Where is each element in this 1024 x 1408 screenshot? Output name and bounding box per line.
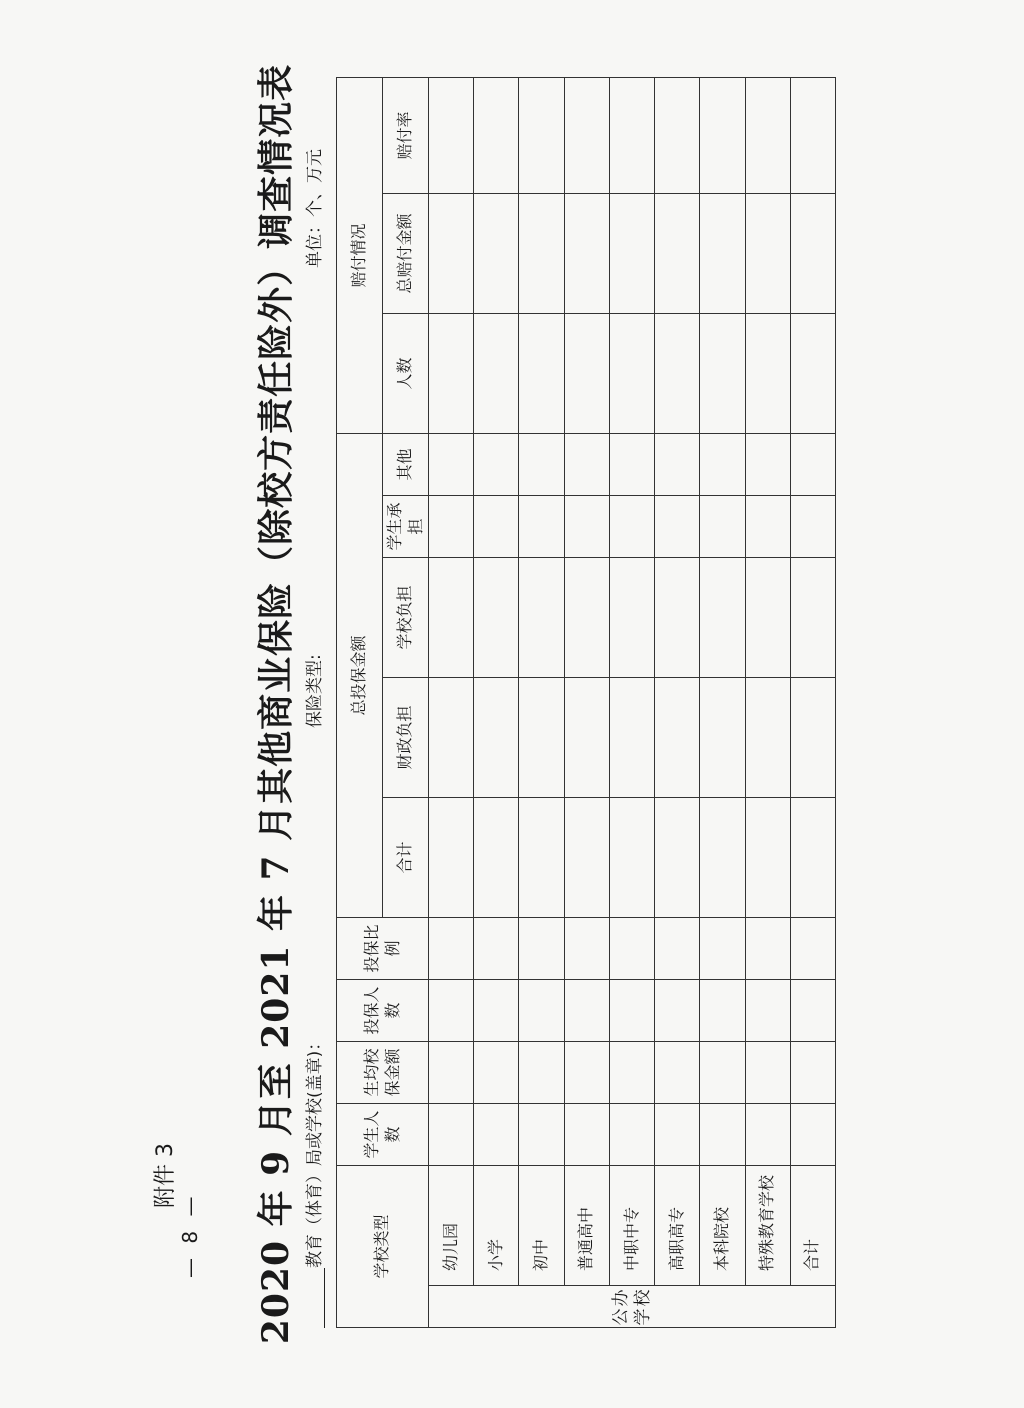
table-cell xyxy=(790,77,835,193)
table-row xyxy=(564,77,609,1327)
table-cell xyxy=(429,797,474,917)
header-claims-amount: 总赔付金额 xyxy=(383,193,429,313)
table-cell xyxy=(474,677,519,797)
survey-table xyxy=(336,77,836,1328)
table-cell xyxy=(700,557,745,677)
table-cell xyxy=(519,433,564,495)
table-cell xyxy=(700,677,745,797)
row-label: 本科院校 xyxy=(700,1165,745,1285)
table-cell xyxy=(519,193,564,313)
table-cell xyxy=(745,495,790,557)
table-cell xyxy=(700,193,745,313)
table-cell xyxy=(564,797,609,917)
table-cell xyxy=(700,495,745,557)
submitter-label: 教育（体育）局或学校(盖章)： xyxy=(305,1033,325,1268)
table-cell xyxy=(790,677,835,797)
header-claims-people: 人数 xyxy=(383,313,429,433)
table-cell xyxy=(429,917,474,979)
table-cell xyxy=(564,193,609,313)
header-fiscal: 财政负担 xyxy=(383,677,429,797)
table-cell xyxy=(429,979,474,1041)
document-title: 2020 年 9 月至 2021 年 7 月其他商业保险（除校方责任险外）调查情况表 xyxy=(255,63,297,1345)
table-cell xyxy=(745,433,790,495)
table-cell xyxy=(655,1103,700,1165)
table-row xyxy=(790,77,835,1327)
table-cell xyxy=(519,1041,564,1103)
table-cell xyxy=(519,917,564,979)
table-cell xyxy=(790,797,835,917)
table-cell xyxy=(609,193,654,313)
table-cell xyxy=(700,797,745,917)
table-cell xyxy=(564,433,609,495)
header-other: 其他 xyxy=(383,433,429,495)
header-claims-rate: 赔付率 xyxy=(383,77,429,193)
table-cell xyxy=(474,557,519,677)
submitter-blank-line xyxy=(306,1268,325,1328)
table-cell xyxy=(519,979,564,1041)
table-cell xyxy=(429,313,474,433)
table-cell xyxy=(474,1103,519,1165)
header-insured-ratio: 投保比例 xyxy=(337,917,429,979)
table-cell xyxy=(700,433,745,495)
table-cell xyxy=(474,495,519,557)
row-label: 特殊教育学校 xyxy=(745,1165,790,1285)
table-cell xyxy=(700,1041,745,1103)
table-cell xyxy=(429,1041,474,1103)
table-cell xyxy=(474,313,519,433)
table-cell xyxy=(745,557,790,677)
table-cell xyxy=(655,433,700,495)
table-cell xyxy=(745,193,790,313)
table-cell xyxy=(519,77,564,193)
table-cell xyxy=(609,495,654,557)
unit-label: 单位：个、万元 xyxy=(305,149,325,268)
table-cell xyxy=(790,917,835,979)
table-cell xyxy=(745,677,790,797)
header-school-pay: 学校负担 xyxy=(383,557,429,677)
table-row xyxy=(655,77,700,1327)
table-cell xyxy=(564,677,609,797)
header-insured-count: 投保人数 xyxy=(337,979,429,1041)
attachment-label: 附件 3 xyxy=(153,1143,178,1208)
row-label: 幼儿园 xyxy=(429,1165,474,1285)
table-cell xyxy=(474,1041,519,1103)
table-cell xyxy=(790,313,835,433)
table-cell xyxy=(429,193,474,313)
table-cell xyxy=(745,1103,790,1165)
table-cell xyxy=(609,1041,654,1103)
table-cell xyxy=(609,313,654,433)
table-cell xyxy=(655,77,700,193)
table-cell xyxy=(429,677,474,797)
table-cell xyxy=(519,495,564,557)
table-cell xyxy=(609,77,654,193)
table-cell xyxy=(609,917,654,979)
table-cell xyxy=(474,797,519,917)
table-cell xyxy=(474,77,519,193)
row-label: 高职高专 xyxy=(655,1165,700,1285)
table-cell xyxy=(429,433,474,495)
table-cell xyxy=(790,495,835,557)
table-cell xyxy=(745,917,790,979)
group-label-public-schools: 公办学校 xyxy=(429,1286,836,1328)
table-cell xyxy=(790,1103,835,1165)
table-row xyxy=(429,77,474,1327)
table-cell xyxy=(474,917,519,979)
table-cell xyxy=(519,677,564,797)
table-cell xyxy=(745,77,790,193)
table-cell xyxy=(655,1041,700,1103)
table-cell xyxy=(655,797,700,917)
header-avg-amount: 生均校保金额 xyxy=(337,1041,429,1103)
table-cell xyxy=(519,797,564,917)
table-cell xyxy=(519,557,564,677)
row-label: 合计 xyxy=(790,1165,835,1285)
table-body xyxy=(429,77,836,1327)
table-cell xyxy=(655,677,700,797)
table-cell xyxy=(429,1103,474,1165)
table-cell xyxy=(609,979,654,1041)
table-cell xyxy=(609,677,654,797)
table-cell xyxy=(745,1041,790,1103)
table-cell xyxy=(564,313,609,433)
table-cell xyxy=(564,979,609,1041)
insurance-type-label: 保险类型: xyxy=(305,654,325,728)
table-cell xyxy=(564,557,609,677)
header-student-pay: 学生承担 xyxy=(383,495,429,557)
row-label: 初中 xyxy=(519,1165,564,1285)
page-number: — 8 — xyxy=(178,1192,202,1278)
header-total-group: 总投保金额 xyxy=(337,433,383,917)
table-cell xyxy=(429,557,474,677)
table-cell xyxy=(474,433,519,495)
table-cell xyxy=(655,313,700,433)
table-row xyxy=(700,77,745,1327)
table-cell xyxy=(700,979,745,1041)
table-row xyxy=(519,77,564,1327)
table-row xyxy=(474,77,519,1327)
table-cell xyxy=(700,1103,745,1165)
table-cell xyxy=(700,917,745,979)
table-cell xyxy=(700,77,745,193)
table-cell xyxy=(790,193,835,313)
table-cell xyxy=(655,193,700,313)
table-cell xyxy=(790,979,835,1041)
table-row xyxy=(745,77,790,1327)
table-cell xyxy=(609,1103,654,1165)
header-school-type: 学校类型 xyxy=(337,1165,429,1327)
header-total: 合计 xyxy=(383,797,429,917)
table-cell xyxy=(655,917,700,979)
table-cell xyxy=(655,557,700,677)
table-cell xyxy=(519,1103,564,1165)
table-cell xyxy=(790,557,835,677)
table-cell xyxy=(790,433,835,495)
table-cell xyxy=(790,1041,835,1103)
table-cell xyxy=(609,433,654,495)
header-students: 学生人数 xyxy=(337,1103,429,1165)
row-label: 普通高中 xyxy=(564,1165,609,1285)
table-cell xyxy=(474,979,519,1041)
table-cell xyxy=(429,495,474,557)
submitter-field xyxy=(300,1034,325,1328)
table-cell xyxy=(564,1041,609,1103)
row-label: 中职中专 xyxy=(609,1165,654,1285)
table-cell xyxy=(429,77,474,193)
table-cell xyxy=(564,917,609,979)
table-cell xyxy=(745,979,790,1041)
table-cell xyxy=(745,797,790,917)
table-cell xyxy=(519,313,564,433)
header-claims-group: 赔付情况 xyxy=(337,77,383,433)
table-cell xyxy=(655,495,700,557)
table-cell xyxy=(745,313,790,433)
table-cell xyxy=(564,495,609,557)
table-cell xyxy=(474,193,519,313)
row-label: 小学 xyxy=(474,1165,519,1285)
table-cell xyxy=(564,77,609,193)
table-cell xyxy=(609,557,654,677)
table-cell xyxy=(655,979,700,1041)
table-row xyxy=(609,77,654,1327)
table-cell xyxy=(700,313,745,433)
table-cell xyxy=(609,797,654,917)
table-cell xyxy=(564,1103,609,1165)
